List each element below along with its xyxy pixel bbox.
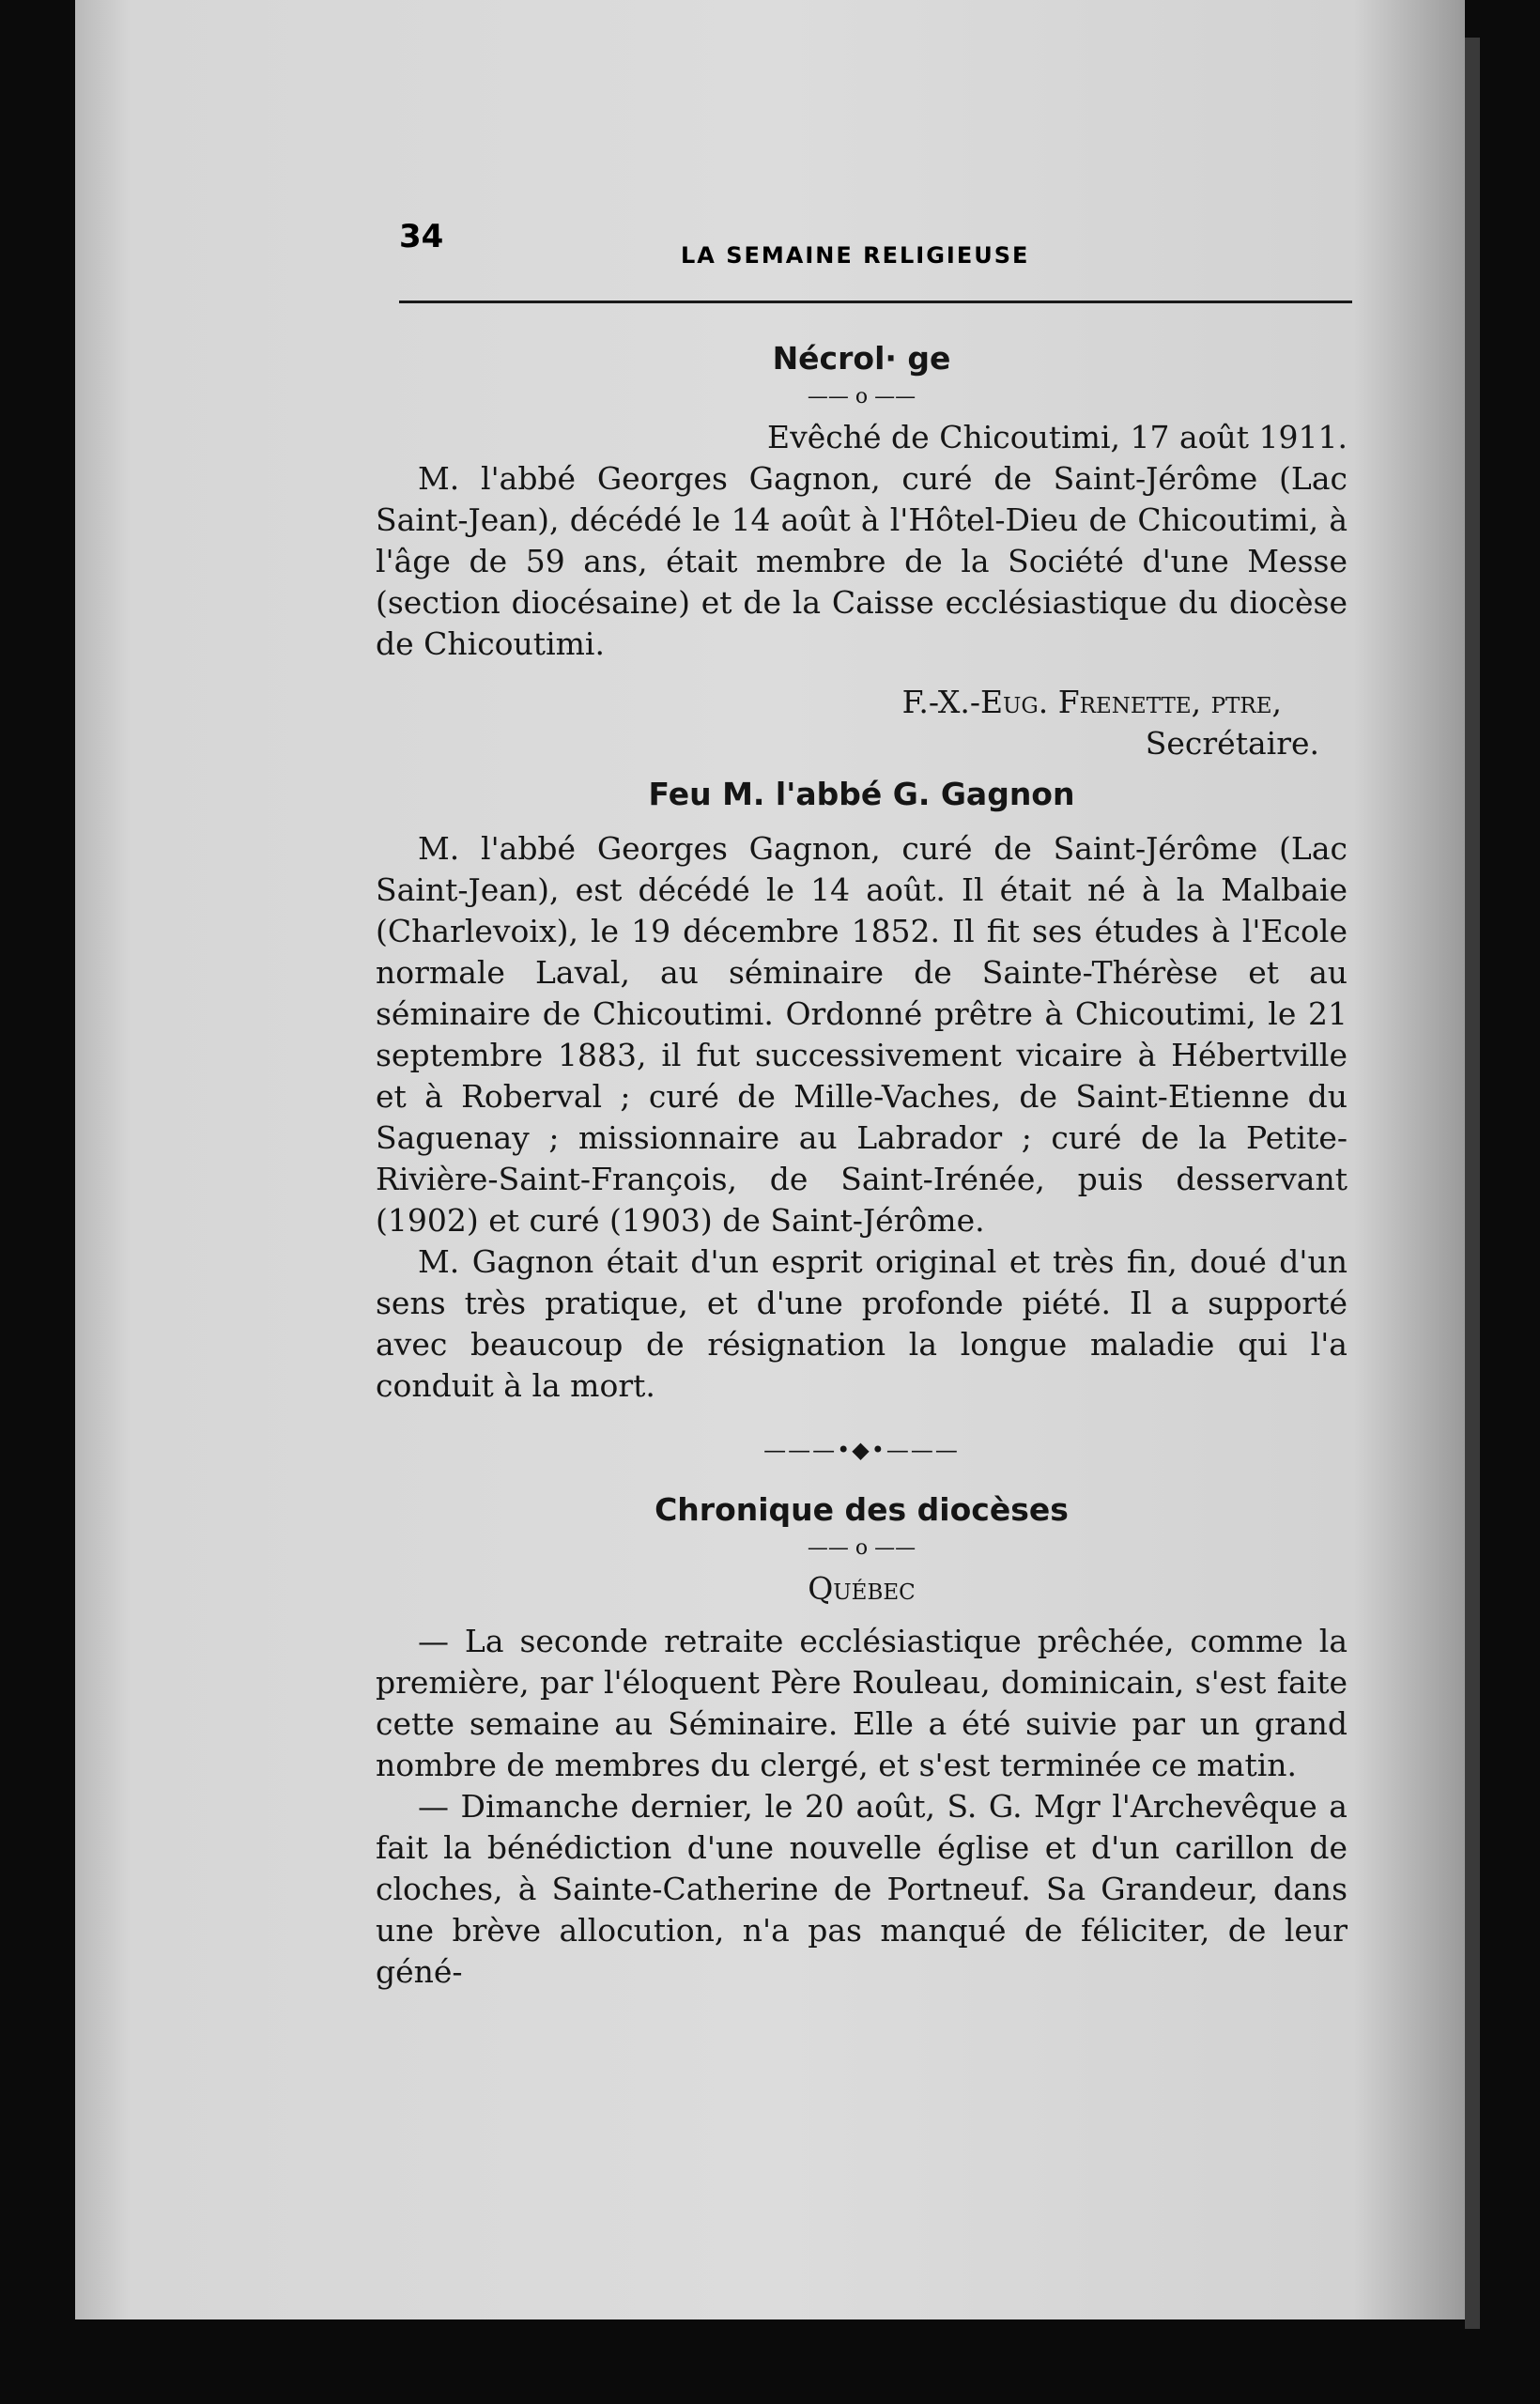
ornament-divider: ———•◆•——— — [763, 1437, 960, 1463]
running-head: LA SEMAINE RELIGIEUSE — [681, 242, 1030, 269]
feu-paragraph-2: M. Gagnon était d'un esprit original et très fin, doué d'un sens très pratique, et d'une profonde piété. Il a supporté avec beaucoup de résignation la longue maladie qui l'a conduit à la mort. — [376, 1243, 1348, 1404]
chronique-separator: —— o —— — [807, 1536, 916, 1560]
signature-title: Secrétaire. — [1145, 725, 1319, 762]
necrologie-title: Nécrol· ge — [772, 340, 951, 377]
chronique-title: Chronique des diocèses — [654, 1491, 1069, 1528]
necrologie-separator: —— o —— — [807, 385, 916, 408]
header-rule — [399, 300, 1352, 303]
page-header — [399, 218, 1352, 302]
feu-title: Feu M. l'abbé G. Gagnon — [648, 776, 1075, 812]
place-heading: Québec — [808, 1570, 916, 1607]
chronique-section — [376, 1489, 1348, 1993]
chronique-paragraph-2: — Dimanche dernier, le 20 août, S. G. Mgr l'Archevêque a fait la bénédiction d'une nouvelle église et d'un carillon de cloches, à Sainte-Catherine de Portneuf. Sa Grandeur, dans une brève allocution, n'a pas manqué de féliciter, de leur géné- — [376, 1788, 1348, 1990]
feu-paragraph-1: M. l'abbé Georges Gagnon, curé de Saint-Jérôme (Lac Saint-Jean), est décédé le 14 août. Il était né à la Malbaie (Charlevoix), le 19 décembre 1852. Il fit ses études à l'Ecole normale Laval, au séminaire de Sainte-Thérèse et au séminaire de Chicoutimi. Ordonné prêtre à Chicoutimi, le 21 septembre 1883, il fut successivement vicaire à Hébertville et à Roberval ; curé de Mille-Vaches, de Saint-Etienne du Saguenay ; missionnaire au Labrador ; curé de la Petite-Rivière-Saint-François, de Saint-Irénée, puis desservant (1902) et curé (1903) de Saint-Jérôme. — [376, 830, 1348, 1239]
signature-name: F.-X.-Eug. Frenette, ptre, — [901, 684, 1282, 720]
chronique-paragraph-1: — La seconde retraite ecclésiastique prêchée, comme la première, par l'éloquent Père Rouleau, dominicain, s'est faite cette semaine au Séminaire. Elle a été suivie par un grand nombre de membres du clergé, et s'est terminée ce matin. — [376, 1623, 1348, 1783]
necrologie-dateline: Evêché de Chicoutimi, 17 août 1911. — [767, 419, 1348, 455]
necrologie-section — [376, 338, 1348, 764]
necrologie-body: M. l'abbé Georges Gagnon, curé de Saint-Jérôme (Lac Saint-Jean), décédé le 14 août à l'Hôtel-Dieu de Chicoutimi, à l'âge de 59 ans, était membre de la Société d'une Messe (section diocésaine) et de la Caisse ecclésiastique du diocèse de Chicoutimi. — [376, 460, 1348, 662]
page-body — [376, 338, 1348, 1993]
page-number: 34 — [399, 218, 444, 255]
page-edge-shadow — [1465, 38, 1480, 2329]
feu-section — [376, 774, 1348, 1407]
